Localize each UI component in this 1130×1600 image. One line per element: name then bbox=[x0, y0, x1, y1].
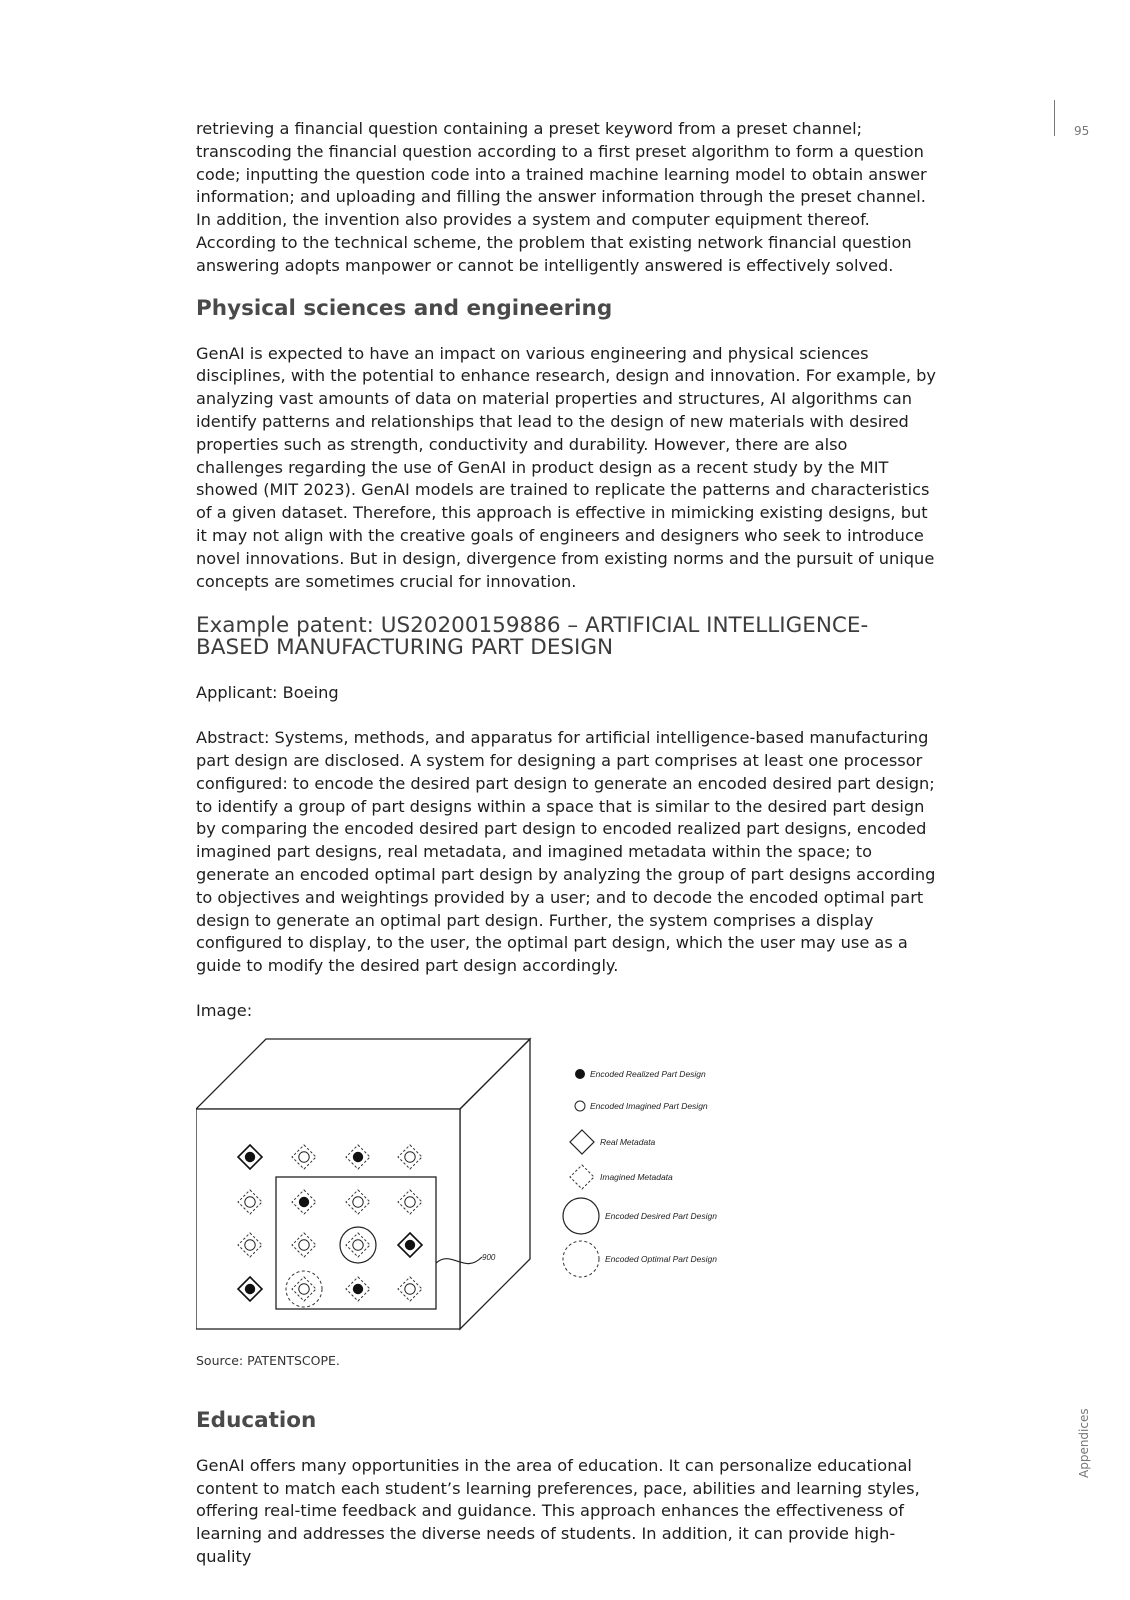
page-number: 95 bbox=[1074, 124, 1090, 138]
patent-image-label: Image: bbox=[196, 1000, 253, 1020]
figure-source: Source: PATENTSCOPE. bbox=[196, 1352, 340, 1368]
patent-abstract: Abstract: Systems, methods, and apparatus for artificial intelligence-based manufacturing part design are disclosed. A system for designing a part comprises at least one processor configured: to encode the desired part design to generate an encoded desired part design; to identify a group of part designs within a space that is similar to the desired part design by comparing the encoded desired part design to encoded realized part designs, encoded imagined part designs, real metadata, and imagined metadata within the space; to generate an encoded optimal part design by analyzing the group of part designs according to objectives and weightings provided by a user; and to decode the encoded optimal part design to generate an optimal part design. Further, the system comprises a display configured to display, to the user, the optimal part design, which the user may use as a guide to modify the desired part design accordingly. bbox=[196, 728, 936, 976]
legend-encoded-optimal: Encoded Optimal Part Design bbox=[605, 1253, 717, 1264]
physical-sciences-heading: Physical sciences and engineering bbox=[196, 295, 613, 321]
legend-symbol-optimal bbox=[563, 1241, 599, 1277]
legend-symbol-realized bbox=[575, 1069, 585, 1079]
intro-paragraph: retrieving a financial question containing a preset keyword from a preset channel; transcoding the financial question according to a first preset algorithm to form a question code; inputting the question code into a trained machine learning model to obtain answer information; and uploading and filling the answer information through the preset channel. In addition, the invention also provides a system and computer equipment thereof. According to the technical scheme, the problem that existing network financial question answering adopts manpower or cannot be intelligently answered is effectively solved. bbox=[196, 119, 927, 275]
legend-symbol-imagined bbox=[575, 1101, 585, 1111]
legend-encoded-imagined: Encoded Imagined Part Design bbox=[590, 1100, 708, 1111]
reference-label-900: 900 bbox=[482, 1252, 496, 1262]
legend-symbol-real-metadata bbox=[570, 1130, 594, 1154]
education-body: GenAI offers many opportunities in the area of education. It can personalize educational content to match each student’s learning preferences, pace, abilities and learning styles, offering real-time feedback and guidance. This approach enhances the effectiveness of learning and addresses the diverse needs of students. In addition, it can provide high-quality bbox=[196, 1455, 920, 1566]
patent-applicant: Applicant: Boeing bbox=[196, 683, 339, 703]
encoded-desired-part-design-marker bbox=[340, 1227, 376, 1263]
education-heading: Education bbox=[196, 1407, 317, 1433]
example-patent-heading: Example patent: US20200159886 – ARTIFICIAL INTELLIGENCE-BASED MANUFACTURING PART DESIGN bbox=[196, 613, 869, 661]
legend-encoded-desired: Encoded Desired Part Design bbox=[605, 1210, 717, 1221]
legend-encoded-realized: Encoded Realized Part Design bbox=[590, 1068, 706, 1079]
page-content bbox=[196, 118, 936, 1569]
figure-legend bbox=[563, 1069, 717, 1277]
physical-sciences-body: GenAI is expected to have an impact on various engineering and physical sciences disciplines, with the potential to enhance research, design and innovation. For example, by analyzing vast amounts of data on material properties and structures, AI algorithms can identify patterns and relationships that lead to the design of new materials with desired properties such as strength, conductivity and durability. However, there are also challenges regarding the use of GenAI in product design as a recent study by the MIT showed (MIT 2023). GenAI models are trained to replicate the patterns and characteristics of a given dataset. Therefore, this approach is effective in mimicking existing designs, but it may not align with the creative goals of engineers and designers who seek to introduce novel innovations. But in design, divergence from existing norms and the pursuit of unique concepts are sometimes crucial for innovation. bbox=[196, 343, 936, 591]
encoded-optimal-part-design-marker bbox=[286, 1271, 322, 1307]
page-number-rule bbox=[1054, 100, 1055, 136]
legend-symbol-desired bbox=[563, 1198, 599, 1234]
section-tab-appendices: Appendices bbox=[1077, 1408, 1091, 1478]
legend-imagined-metadata: Imagined Metadata bbox=[600, 1171, 673, 1182]
patent-figure bbox=[196, 1035, 756, 1347]
legend-real-metadata: Real Metadata bbox=[600, 1136, 656, 1147]
legend-symbol-imagined-metadata bbox=[570, 1165, 594, 1189]
